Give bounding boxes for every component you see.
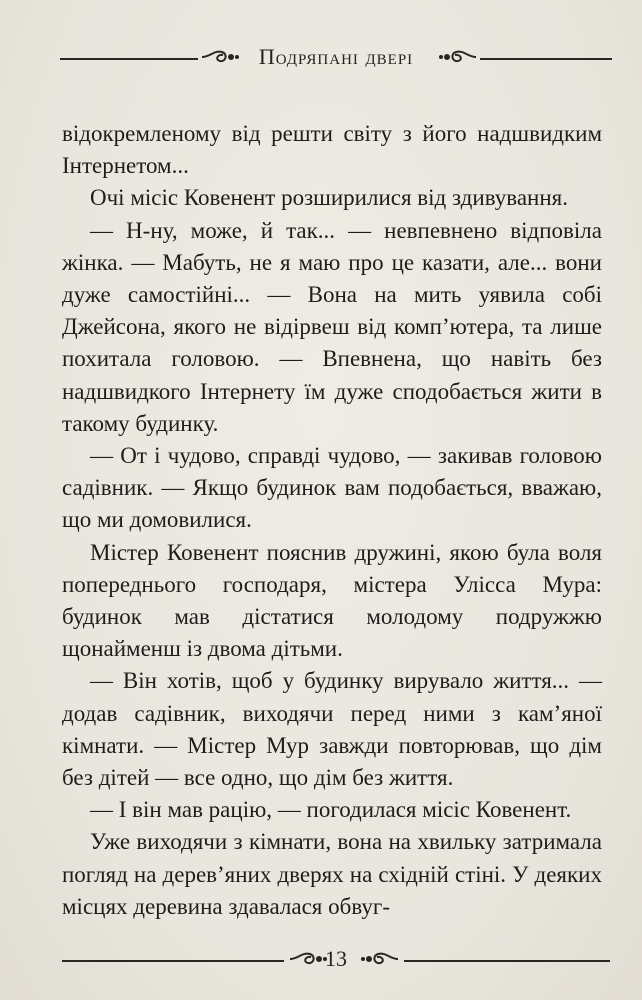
page-header — [60, 38, 612, 78]
paragraph: — Н-ну, може, й так... — невпевнено відповіла жінка. — Мабуть, не я маю про це казати, але... вони дуже самостійні... — Вона на мить уявила собі Джейсона, якого не відірвеш від комп’ютера, та лише похитала головою. — Впевнена, що навіть без надшвидкого Інтернету їм дуже сподобається жити в такому будинку. — [62, 217, 602, 436]
paragraph: — Він хотів, щоб у будинку вирувало життя... — додав садівник, виходячи перед ними з кам’яної кімнати. — Містер Мур завжди повторював, що дім без дітей — все одно, що дім без життя. — [62, 668, 602, 791]
right-flourish-icon — [360, 948, 400, 970]
paragraph: Уже виходячи з кімнати, вона на хвильку затримала погляд на дерев’яних дверях на східній стіні. У деяких місцях деревина здавалася обвуг- — [62, 829, 602, 919]
header-rule-right — [480, 58, 612, 60]
page-number: 13 — [325, 946, 347, 971]
running-title: Подряпані двері — [258, 44, 414, 69]
right-flourish-icon — [438, 46, 478, 68]
paragraph: — І він мав рацію, — погодилася місіс Ковенент. — [90, 797, 572, 823]
paragraph: Очі місіс Ковенент розширилися від здивування. — [90, 185, 568, 211]
paragraph: — От і чудово, справді чудово, — закивав головою садівник. — Якщо будинок вам подобається, вважаю, що ми домовилися. — [62, 443, 602, 533]
paragraph: відокремленому від решти світу з його надшвидким Інтернетом... — [62, 121, 602, 179]
paragraph: Містер Ковенент пояснив дружині, якою була воля попереднього господаря, містера Улісса Мура: будинок мав дістатися молодому подружжю щонайменш із двома дітьми. — [62, 539, 602, 662]
page-footer — [62, 940, 610, 980]
footer-rule-right — [404, 960, 610, 962]
main-text — [62, 118, 602, 923]
